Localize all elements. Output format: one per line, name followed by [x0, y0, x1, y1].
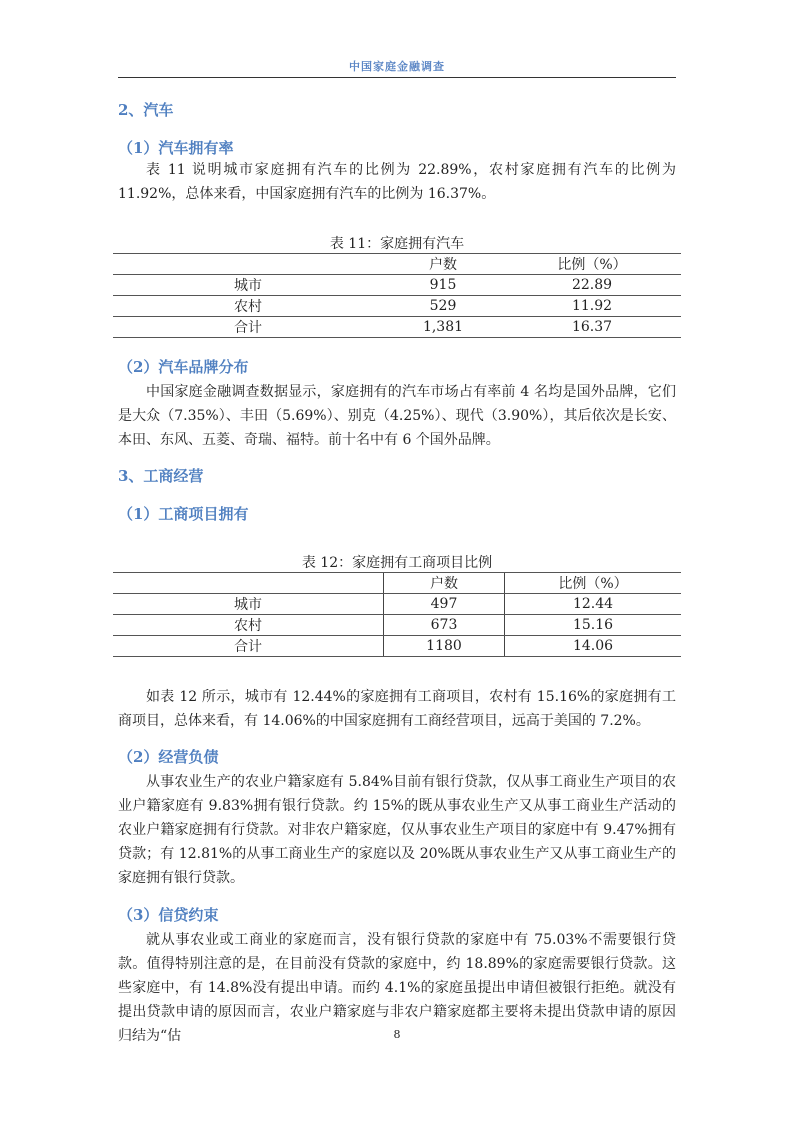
- table-cell: 城市: [113, 594, 384, 615]
- subheading-business-ownership: （1）工商项目拥有: [118, 505, 249, 523]
- table-cell: 15.16: [505, 615, 682, 636]
- table-header-row: [113, 573, 681, 594]
- table-cell: 合计: [113, 317, 383, 338]
- table-row: [113, 275, 681, 296]
- paragraph-car-ownership: 表 11 说明城市家庭拥有汽车的比例为 22.89%，农村家庭拥有汽车的比例为 11.92%，总体来看，中国家庭拥有汽车的比例为 16.37%。: [118, 162, 676, 202]
- table-row: [113, 317, 681, 338]
- table-header-row: [113, 254, 681, 275]
- table-cell: 农村: [113, 615, 384, 636]
- paragraph-business-ownership: 如表 12 所示，城市有 12.44%的家庭拥有工商项目，农村有 15.16%的家庭拥有工商项目，总体来看，有 14.06%的中国家庭拥有工商经营项目，远高于美国的 7.2%。: [118, 689, 676, 729]
- table-cell: 22.89: [503, 275, 681, 296]
- header-rule: [118, 77, 676, 78]
- table-cell: 12.44: [505, 594, 682, 615]
- section-heading-business: 3、工商经营: [118, 467, 204, 485]
- table-cell: 合计: [113, 636, 384, 657]
- table-header-cell: 户数: [383, 254, 503, 275]
- table-cell: [113, 573, 384, 594]
- table-header-cell: 比例（%）: [505, 573, 682, 594]
- table-cell: 915: [383, 275, 503, 296]
- table-cell: 1180: [384, 636, 505, 657]
- table-cell: 城市: [113, 275, 383, 296]
- subheading-car-brands: （2）汽车品牌分布: [118, 358, 249, 376]
- table-cell: 1,381: [383, 317, 503, 338]
- table-cell: 14.06: [505, 636, 682, 657]
- table-cell: 农村: [113, 296, 383, 317]
- table-12-caption: 表 12：家庭拥有工商项目比例: [301, 555, 493, 571]
- paragraph-credit-constraint: 就从事农业或工商业的家庭而言，没有银行贷款的家庭中有 75.03%不需要银行贷款。值得特别注意的是，在目前没有贷款的家庭中，约 18.89%的家庭需要银行贷款。这些家庭中，有 14.8%没有提出申请。而约 4.1%的家庭虽提出申请但被银行拒绝。就没有提出贷款申请的原因而言，农业户籍家庭与非农户籍家庭都主要将未提出贷款申请的原因归结为“估: [118, 932, 676, 1044]
- subheading-business-debt: （2）经营负债: [118, 748, 219, 766]
- subheading-credit-constraint: （3）信贷约束: [118, 906, 219, 924]
- table-header-cell: 比例（%）: [503, 254, 681, 275]
- table-cell: 11.92: [503, 296, 681, 317]
- paragraph-car-brands: 中国家庭金融调查数据显示，家庭拥有的汽车市场占有率前 4 名均是国外品牌，它们是大众（7.35%）、丰田（5.69%）、别克（4.25%）、现代（3.90%），其后依次是长安、本田、东风、五菱、奇瑞、福特。前十名中有 6 个国外品牌。: [118, 384, 676, 448]
- table-header-cell: 户数: [384, 573, 505, 594]
- table-cell: 673: [384, 615, 505, 636]
- table-row: [113, 594, 681, 615]
- table-row: [113, 296, 681, 317]
- table-cell: 497: [384, 594, 505, 615]
- page-number: 8: [393, 1028, 401, 1041]
- paragraph-business-debt: 从事农业生产的农业户籍家庭有 5.84%目前有银行贷款，仅从事工商业生产项目的农业户籍家庭有 9.83%拥有银行贷款。约 15%的既从事农业生产又从事工商业生产活动的农业户籍家庭拥有行贷款。对非农户籍家庭，仅从事农业生产项目的家庭中有 9.47%拥有贷款；有 12.81%的从事工商业生产的家庭以及 20%既从事农业生产又从事工商业生产的家庭拥有银行贷款。: [118, 774, 676, 886]
- running-header: 中国家庭金融调查: [349, 60, 445, 73]
- table-11-caption: 表 11：家庭拥有汽车: [329, 236, 465, 252]
- table-cell: 16.37: [503, 317, 681, 338]
- table-11: [113, 253, 681, 338]
- table-row: [113, 636, 681, 657]
- table-12: [113, 572, 681, 657]
- section-heading-car: 2、汽车: [118, 101, 174, 119]
- table-cell: 529: [383, 296, 503, 317]
- table-cell: [113, 254, 383, 275]
- subheading-car-ownership: （1）汽车拥有率: [118, 139, 234, 157]
- table-row: [113, 615, 681, 636]
